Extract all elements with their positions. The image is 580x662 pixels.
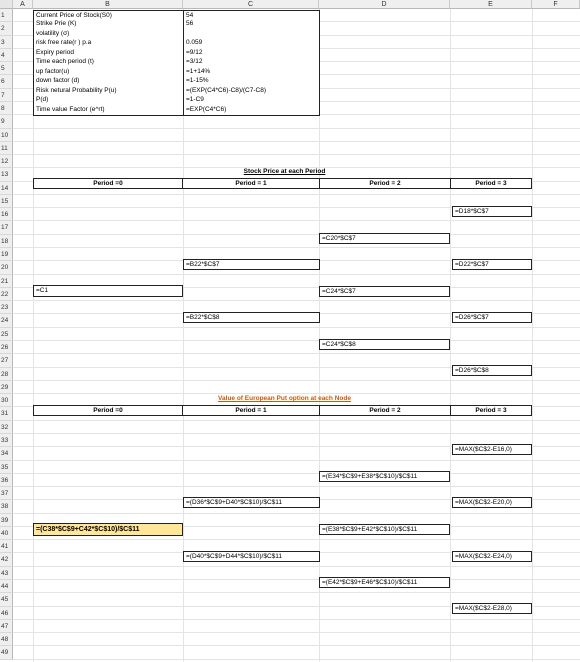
row-header[interactable]: 22 xyxy=(0,288,13,301)
row-header[interactable]: 42 xyxy=(0,553,13,566)
input-value[interactable]: =9/12 xyxy=(183,48,320,59)
stock-node-c20[interactable]: =B22*$C$7 xyxy=(183,259,320,270)
row-header[interactable]: 14 xyxy=(0,182,13,195)
input-value[interactable]: =1+14% xyxy=(183,67,320,78)
stock-node-c24[interactable]: =B22*$C$8 xyxy=(183,312,320,323)
put-header-period-0[interactable]: Period =0 xyxy=(33,405,183,416)
row-header[interactable]: 24 xyxy=(0,314,13,327)
put-header-period-2[interactable]: Period = 2 xyxy=(319,405,451,416)
column-header-c[interactable]: C xyxy=(183,0,319,9)
input-value[interactable]: =1-C9 xyxy=(183,95,320,106)
column-header-e[interactable]: E xyxy=(450,0,532,9)
row-header[interactable]: 25 xyxy=(0,328,13,341)
stock-node-d22[interactable]: =C24*$C$7 xyxy=(319,286,450,297)
row-header[interactable]: 37 xyxy=(0,487,13,500)
row-header[interactable]: 19 xyxy=(0,248,13,261)
put-node-c38[interactable]: =(D36*$C$9+D40*$C$10)/$C$11 xyxy=(183,497,320,508)
input-label[interactable]: P(d) xyxy=(33,95,184,106)
row-header[interactable]: 41 xyxy=(0,540,13,553)
select-all-corner[interactable] xyxy=(0,0,13,9)
row-header[interactable]: 21 xyxy=(0,275,13,288)
row-header[interactable]: 45 xyxy=(0,593,13,606)
row-header[interactable]: 38 xyxy=(0,500,13,513)
input-value[interactable]: =1-15% xyxy=(183,76,320,87)
input-value[interactable]: 56 xyxy=(183,19,320,30)
row-header[interactable]: 16 xyxy=(0,208,13,221)
put-tree-title: Value of European Put option at each Node xyxy=(218,395,351,402)
row-header[interactable]: 34 xyxy=(0,447,13,460)
put-node-e34[interactable]: =MAX($C$2-E16,0) xyxy=(452,444,532,455)
row-header[interactable]: 10 xyxy=(0,129,13,142)
put-node-d40[interactable]: =(E38*$C$9+E42*$C$10)/$C$11 xyxy=(319,524,450,535)
input-label[interactable]: risk free rate(r ) p.a xyxy=(33,38,184,49)
row-header[interactable]: 44 xyxy=(0,580,13,593)
input-label[interactable]: up factor(u) xyxy=(33,67,184,78)
row-header[interactable]: 7 xyxy=(0,89,13,102)
row-header[interactable]: 17 xyxy=(0,221,13,234)
row-header[interactable]: 20 xyxy=(0,261,13,274)
column-header-d[interactable]: D xyxy=(319,0,450,9)
row-header[interactable]: 1 xyxy=(0,9,13,22)
stock-header-period-0[interactable]: Period =0 xyxy=(33,178,183,189)
row-header[interactable]: 9 xyxy=(0,115,13,128)
row-header[interactable]: 8 xyxy=(0,102,13,115)
row-header[interactable]: 36 xyxy=(0,474,13,487)
stock-header-period-2[interactable]: Period = 2 xyxy=(319,178,451,189)
stock-node-e16[interactable]: =D18*$C$7 xyxy=(452,206,532,217)
row-header[interactable]: 12 xyxy=(0,155,13,168)
input-label[interactable]: Time value Factor (e^rt) xyxy=(33,105,184,116)
row-header[interactable]: 5 xyxy=(0,62,13,75)
put-node-b40-selected[interactable]: =(C38*$C$9+C42*$C$10)/$C$11 xyxy=(33,523,183,536)
put-node-e42[interactable]: =MAX($C$2-E24,0) xyxy=(452,551,532,562)
stock-header-period-3[interactable]: Period = 3 xyxy=(450,178,532,189)
input-label[interactable]: Current Price of Stock(S0) xyxy=(33,10,184,21)
input-value[interactable]: =EXP(C4*C6) xyxy=(183,105,320,116)
put-header-period-1[interactable]: Period = 1 xyxy=(182,405,320,416)
row-header[interactable]: 33 xyxy=(0,434,13,447)
row-header[interactable]: 48 xyxy=(0,633,13,646)
input-value[interactable]: =3/12 xyxy=(183,57,320,68)
stock-header-period-1[interactable]: Period = 1 xyxy=(182,178,320,189)
row-header[interactable]: 39 xyxy=(0,514,13,527)
stock-node-e28[interactable]: =D26*$C$8 xyxy=(452,365,532,376)
input-label[interactable]: Time each period (t) xyxy=(33,57,184,68)
row-header[interactable]: 29 xyxy=(0,381,13,394)
row-header[interactable]: 4 xyxy=(0,49,13,62)
put-node-e46[interactable]: =MAX($C$2-E28,0) xyxy=(452,603,532,614)
put-node-d44[interactable]: =(E42*$C$9+E46*$C$10)/$C$11 xyxy=(319,577,450,588)
row-header[interactable]: 2 xyxy=(0,22,13,35)
column-header-b[interactable]: B xyxy=(33,0,183,9)
input-value[interactable]: =(EXP(C4*C6)-C8)/(C7-C8) xyxy=(183,86,320,97)
row-header[interactable]: 18 xyxy=(0,235,13,248)
row-header[interactable]: 47 xyxy=(0,620,13,633)
row-header[interactable]: 32 xyxy=(0,421,13,434)
row-header[interactable]: 31 xyxy=(0,407,13,420)
put-node-d36[interactable]: =(E34*$C$9+E38*$C$10)/$C$11 xyxy=(319,471,450,482)
put-node-c42[interactable]: =(D40*$C$9+D44*$C$10)/$C$11 xyxy=(183,551,320,562)
row-header[interactable]: 15 xyxy=(0,195,13,208)
row-header[interactable]: 40 xyxy=(0,527,13,540)
column-header-f[interactable]: F xyxy=(532,0,580,9)
row-header[interactable]: 13 xyxy=(0,168,13,181)
row-header[interactable]: 27 xyxy=(0,354,13,367)
stock-node-e20[interactable]: =D22*$C$7 xyxy=(452,259,532,270)
stock-node-b22[interactable]: =C1 xyxy=(33,285,183,297)
stock-node-e24[interactable]: =D26*$C$7 xyxy=(452,312,532,323)
input-label[interactable]: Strike Prie (K) xyxy=(33,19,184,30)
input-label[interactable]: Risk netural Probability P(u) xyxy=(33,86,184,97)
input-label[interactable]: volatility (σ) xyxy=(33,29,184,40)
stock-node-d26[interactable]: =C24*$C$8 xyxy=(319,339,450,350)
row-header[interactable]: 49 xyxy=(0,646,13,659)
row-header[interactable]: 11 xyxy=(0,142,13,155)
row-header[interactable]: 6 xyxy=(0,75,13,88)
row-header[interactable]: 28 xyxy=(0,368,13,381)
column-header-a[interactable]: A xyxy=(13,0,33,9)
row-header[interactable]: 46 xyxy=(0,607,13,620)
put-header-period-3[interactable]: Period = 3 xyxy=(450,405,532,416)
row-header[interactable]: 43 xyxy=(0,567,13,580)
stock-tree-title: Stock Price at each Period xyxy=(243,168,326,175)
row-header[interactable]: 23 xyxy=(0,301,13,314)
stock-node-d18[interactable]: =C20*$C$7 xyxy=(319,233,450,244)
input-value[interactable]: 54 xyxy=(183,10,320,21)
input-label[interactable]: down factor (d) xyxy=(33,76,184,87)
put-node-e38[interactable]: =MAX($C$2-E20,0) xyxy=(452,497,532,508)
row-header[interactable]: 26 xyxy=(0,341,13,354)
input-value[interactable]: 0.059 xyxy=(183,38,320,49)
row-header[interactable]: 30 xyxy=(0,394,13,407)
row-header[interactable]: 3 xyxy=(0,36,13,49)
row-header[interactable]: 35 xyxy=(0,461,13,474)
input-label[interactable]: Expiry period xyxy=(33,48,184,59)
